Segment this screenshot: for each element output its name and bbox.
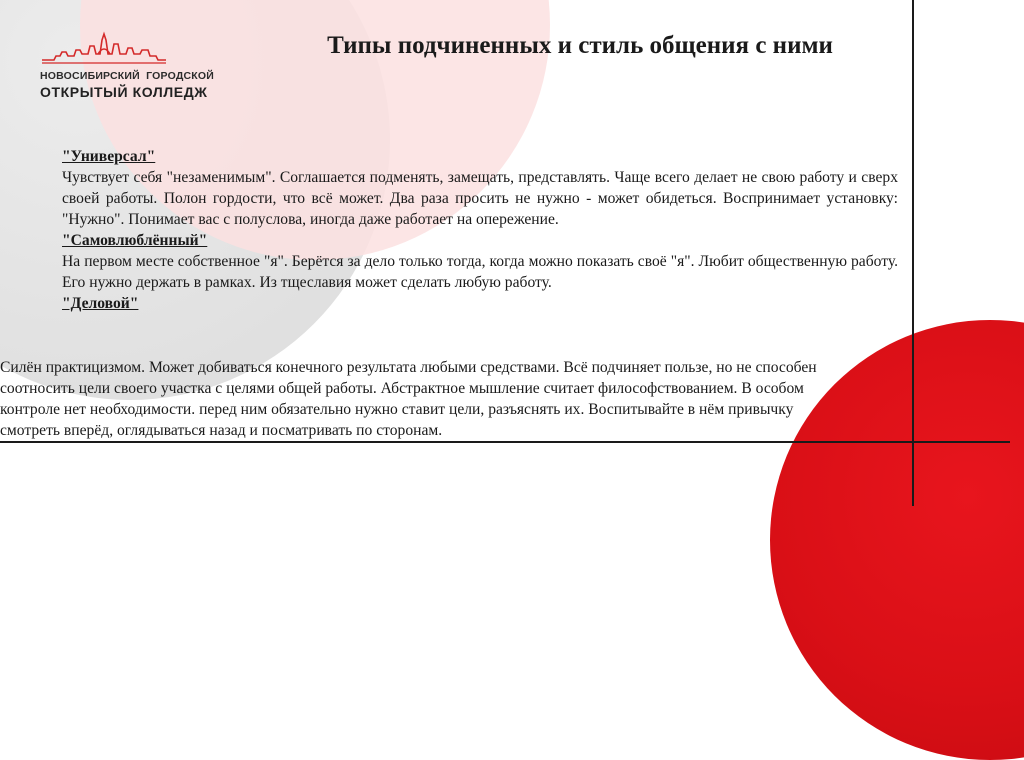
horizontal-divider xyxy=(0,441,1010,443)
heading-narcissist: "Самовлюблённый" xyxy=(62,232,208,249)
vertical-divider xyxy=(912,0,914,506)
section-text-narcissist: На первом месте собственное "я". Берётся за дело только тогда, когда можно показать своё "я". Любит общественную работу. Его нужно держать в рамках. Из тщеславия может сделать любую работу. xyxy=(62,253,898,291)
section-text-business: Силён практицизмом. Может добиваться конечного результата любыми средствами. Всё подчиняет пользе, но не способен соотносить цели своего участка с целями общей работы. Абстрактное мышление считает философствованием. В особом контроле нет необходимости. перед ним обязательно нужно ставит цели, разъяснять их. Воспитывайте в нём привычку смотреть вперёд, оглядываться назад и посматривать по сторонам. xyxy=(0,359,817,439)
logo-line-1 xyxy=(40,70,215,82)
section-heading-narcissist xyxy=(62,230,898,251)
logo-line-1-right: ГОРОДСКОЙ xyxy=(146,70,215,82)
heading-business: "Деловой" xyxy=(62,295,139,312)
section-heading-universal xyxy=(62,146,898,167)
college-logo xyxy=(40,30,215,110)
logo-line-1-left: НОВОСИБИРСКИЙ xyxy=(40,70,140,82)
city-skyline-icon xyxy=(40,30,168,70)
section-heading-business xyxy=(62,293,898,314)
slide-title: Типы подчиненных и стиль общения с ними xyxy=(327,32,833,59)
heading-universal: "Универсал" xyxy=(62,148,156,165)
logo-line-2: ОТКРЫТЫЙ КОЛЛЕДЖ xyxy=(40,84,208,100)
slide-content xyxy=(62,146,898,314)
section-text-universal: Чувствует себя "незаменимым". Соглашается подменять, замещать, представлять. Чаще всего делает не свою работу и сверх своей работы. Полон гордости, что всё может. Два раза просить не нужно - может обидеться. Воспринимает установку: "Нужно". Понимает вас с полуслова, иногда даже работает на опережение. xyxy=(62,169,898,228)
